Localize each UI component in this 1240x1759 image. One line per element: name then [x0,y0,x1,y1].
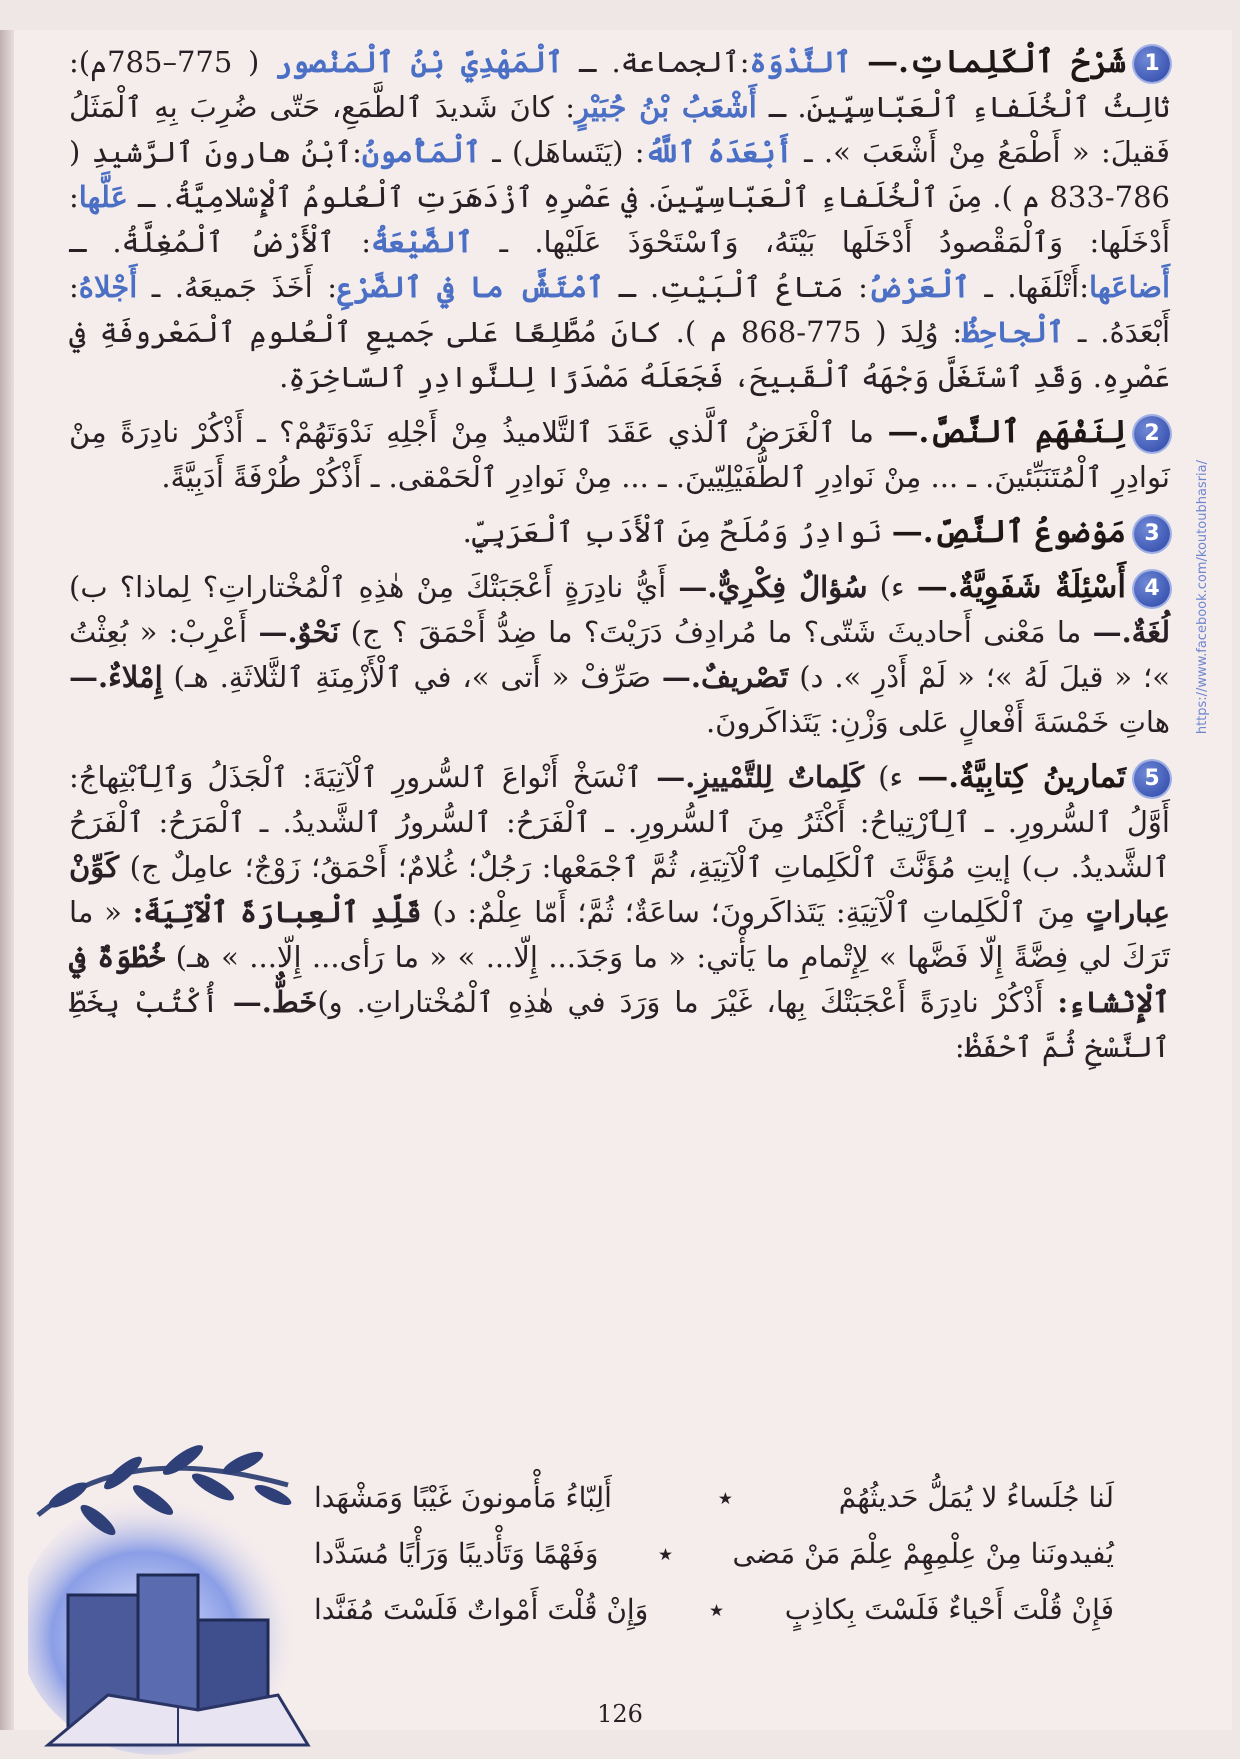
item-body: مِنَ ٱلْكَلِماتِ ٱلْآتِيَةِ: يَتَذاكَرونَ؛ ساعَةٌ؛ ثُمَّ؛ أَمّا عِلْمٌ: [467,895,1075,929]
definition: :ٱبْنُ هارونَ ٱلرَّشيدِ ( 786-833 م ). مِنَ ٱلْخُلَفاءِ ٱلْعَبّاسِيِّينَ. في عَصْرِهِ ٱزْدَهَرَتِ ٱلْعُلومُ ٱلْإِسْلامِيَّةُ. ـ [69,135,1171,214]
verse-second-hemistich: وَإِنْ قُلْتَ أَمْواتٌ فَلَسْتَ مُفَنَّدا [314,1593,649,1626]
section-topic [69,510,1170,555]
term: ٱلنَّدْوَة [749,45,852,79]
item-heading: كَوِّنْ عِباراتٍ [69,850,1171,929]
definition: ( 775–785م): ثالِثُ ٱلْخُلَفاءِ ٱلْعَبّاسِيِّينَ. ـ [69,45,1171,124]
item-label: هـ) [175,940,211,974]
page-content [69,40,1170,1080]
definition: : ٱلْأَرْضُ ٱلْمُغِلَّةُ. ـ [69,225,372,259]
section-heading: تَمارينُ كِتابِيَّةٌ.— [917,759,1127,795]
verse-first-hemistich: يُفيدونَنا مِنْ عِلْمِهِمْ عِلْمَ مَنْ مَضى [732,1537,1114,1570]
definition: : مَتاعُ ٱلْبَيْتِ. ـ [618,270,868,304]
item-label: ج) [350,615,381,649]
section-body: نَوادِرُ وَمُلَحٌ مِنَ ٱلْأَدَبِ ٱلْعَرَبِيِّ. [462,515,883,549]
poem-verse [314,1470,1114,1526]
textbook-page [14,30,1232,1730]
poem-verse [314,1582,1114,1638]
item-label: د) [432,895,457,929]
item-body: هاتِ خَمْسَةَ أَفْعالٍ عَلى وَزْنِ: يَتَذاكَرونَ. [705,705,1170,739]
item-heading: إِمْلاءٌ.— [69,660,163,694]
definition: : أَدْخَلَها: وَٱلْمَقْصودُ أَدْخَلَها بَيْتَهُ، وَٱسْتَحْوَذَ عَلَيْها. ـ [69,180,1170,259]
term: أَشْعَبُ بْنُ جُبَيْرٍ [575,90,757,124]
poem-verse [314,1526,1114,1582]
item-body: صَرِّفْ « أَتى »، في ٱلْأَزْمِنَةِ ٱلثَّلاثَةِ. [219,660,651,694]
section-heading: شَرْحُ ٱلْكَلِماتِ.— [867,44,1127,80]
section-comprehension [69,410,1170,500]
term: ٱلْمَهْدِيّ بْنُ ٱلْمَنْصور [275,45,564,79]
item-body: أَذْكُرْ نادِرَةً أَعْجَبَتْكَ بِها، غَيْرَ ما وَرَدَ في هٰذِهِ ٱلْمُخْتاراتِ. [356,985,1044,1019]
section-body: ما ٱلْغَرَضُ ٱلَّذي عَقَدَ ٱلتَّلاميذُ مِنْ أَجْلِهِ نَدْوَتَهُمْ؟ ـ أَذْكُرْ نادِرَةً مِنْ نَوادِرِ ٱلْمُتَنَبِّئينَ. ـ ... مِنْ نَوادِرِ ٱلطُّفَيْلِيّينَ. ـ ... مِنْ نَوادِرِ ٱلْحَمْقى. ـ أَذْكُرْ طُرْفَةً أَدَبِيَّةً. [69,415,1170,494]
term: ٱلْعَرْضُ [867,270,970,304]
section-written-exercises [69,755,1170,1070]
term: أَضاعَها [1089,270,1171,304]
definition: : وُلِدَ ( 775-868 م ). كانَ مُطَّلِعًا عَلى جَميعِ ٱلْعُلومِ ٱلْمَعْروفَةِ في عَصْرِهِ. وَقَدِ ٱسْتَغَلَّ وَجْهَهُ ٱلْقَبيحَ، فَجَعَلَهُ مَصْدَرًا لِلنَّوادِرِ ٱلسّاخِرَةِ. [69,315,1170,394]
term: أَجْلاهُ [78,270,138,304]
term: أَبْعَدَهُ ٱللَّهُ [644,135,793,169]
term: ٱلضَّيْعَةُ [371,225,474,259]
term: عَلَّها [78,180,128,214]
section-number-badge: 5 [1134,761,1170,797]
section-oral-questions [69,565,1170,745]
section-word-explanations [69,40,1170,400]
item-label: د) [799,660,824,694]
definition: :ٱلجماعة. ـ [578,45,750,79]
item-body: إيتِ مُؤَنَّثَ ٱلْكَلِماتِ ٱلْآتِيَةِ، ثُمَّ ٱجْمَعْها: رَجُلٌ؛ غُلامٌ؛ أَحْمَقُ؛ زَوْجٌ؛ عامِلٌ [170,850,1011,884]
term: ٱلْجاحِظُ [962,315,1065,349]
section-number-badge: 2 [1134,416,1170,452]
item-label: ب) [69,570,108,604]
page-number: 126 [597,1700,643,1728]
verse-second-hemistich: أَلِبّاءُ مَأْمونونَ غَيْبًا وَمَشْهَدا [314,1481,612,1514]
item-label: ج) [129,850,160,884]
item-heading: خُطْوَةٌ في ٱلْإِنْشاءِ: [69,940,1171,1019]
term: ٱمْتَشَّ ما في ٱلضَّرْعِ [336,270,605,304]
item-heading: خَطٌّ.— [232,985,318,1019]
definition: : أَبْعَدَهُ. ـ [69,270,1170,349]
item-body: ما مَعْنى أَحاديثَ شَتّى؟ ما مُرادِفُ دَرَيْتَ؟ ما ضِدُّ أَحْمَقَ ؟ [392,615,1082,649]
definition: : أَخَذَ جَميعَهُ. ـ [151,270,337,304]
item-label: ب) [1021,850,1061,884]
item-heading: تَصْريفٌ.— [661,660,789,694]
poem [314,1470,1114,1638]
section-number-badge: 1 [1134,46,1170,82]
section-heading: لِنَفْهَمِ ٱلنَّصَّ.— [887,414,1127,450]
term: ٱلْمَأْمونُ [361,135,481,169]
item-heading: كَلِماتٌ لِلتَّمْييزِ.— [656,760,865,794]
verse-separator: ٭ [717,1481,733,1514]
item-label: ء) [878,760,904,794]
item-heading: قَلِّدِ ٱلْعِبارَةَ ٱلْآتِيَةَ: [132,895,422,929]
section-number-badge: 4 [1134,571,1170,607]
definition: :أَتْلَفَها. ـ [984,270,1090,304]
item-heading: نَحْوٌ.— [258,615,340,649]
item-label: هـ) [173,660,209,694]
verse-first-hemistich: فَإِنْ قُلْتَ أَحْياءٌ فَلَسْتَ بِكاذِبٍ [784,1593,1114,1626]
section-heading: مَوْضوعُ ٱلنَّصِّ.— [891,514,1126,550]
item-body: أَيُّ نادِرَةٍ أَعْجَبَتْكَ مِنْ هٰذِهِ ٱلْمُخْتاراتِ؟ لِماذا؟ [119,570,667,604]
item-label: ء) [879,570,905,604]
item-body: ٱنْسَخْ أَنْواعَ ٱلسُّرورِ ٱلْآتِيَةَ: ٱلْجَذَلُ وَٱلِٱبْتِهاجُ: أَوَّلُ ٱلسُّرورِ. ـ ٱلِٱرْتِياحُ: أَكْثَرُ مِنَ ٱلسُّرورِ. ـ ٱلْفَرَحُ: ٱلسُّرورُ ٱلشَّديدُ. ـ ٱلْمَرَحُ: ٱلْفَرَحُ ٱلشَّديدُ. [69,760,1171,884]
section-heading: أَسْئِلَةٌ شَفَوِيَّةٌ.— [916,569,1127,605]
section-number-badge: 3 [1134,516,1170,552]
verse-separator: ٭ [708,1593,725,1626]
item-label: و) [317,985,343,1019]
definition: : كانَ شَديدَ ٱلطَّمَعِ، حَتّى ضُرِبَ بِهِ ٱلْمَثَلُ فَقيلَ: « أَطْمَعُ مِنْ أَشْعَبَ ». ـ [69,90,1171,169]
definition: : (يَتَساهَل) ـ [492,135,645,169]
page-binding [0,30,14,1730]
watermark-url: https://www.facebook.com/koutoubhasria/ [1195,460,1210,735]
verse-separator: ٭ [657,1537,674,1570]
verse-second-hemistich: وَفَهْمًا وَتَأْديبًا وَرَأْيًا مُسَدَّدا [314,1537,599,1570]
verse-first-hemistich: لَنا جُلَساءُ لا يُمَلُّ حَديثُهُمْ [838,1481,1114,1514]
item-heading: سُؤالٌ فِكْرِيٌّ.— [678,570,868,604]
item-body: أَعْرِبْ: « بُعِثْتُ »؛ « قيلَ لَهُ »؛ « لَمْ أَدْرِ ». [69,615,1171,694]
item-body: « ما تَرَكَ لي فِضَّةً إِلّا فَضَّها » لِإِتْمامِ ما يَأْتي: « ما وَجَدَ... إِلّا... » « ما رَأى... إِلّا... » [69,895,1171,974]
item-body: أُكْتُبْ بِخَطِّ ٱلنَّسْخِ ثُمَّ ٱحْفَظْ: [69,985,1170,1064]
item-heading: لُغَةٌ.— [1092,615,1171,649]
